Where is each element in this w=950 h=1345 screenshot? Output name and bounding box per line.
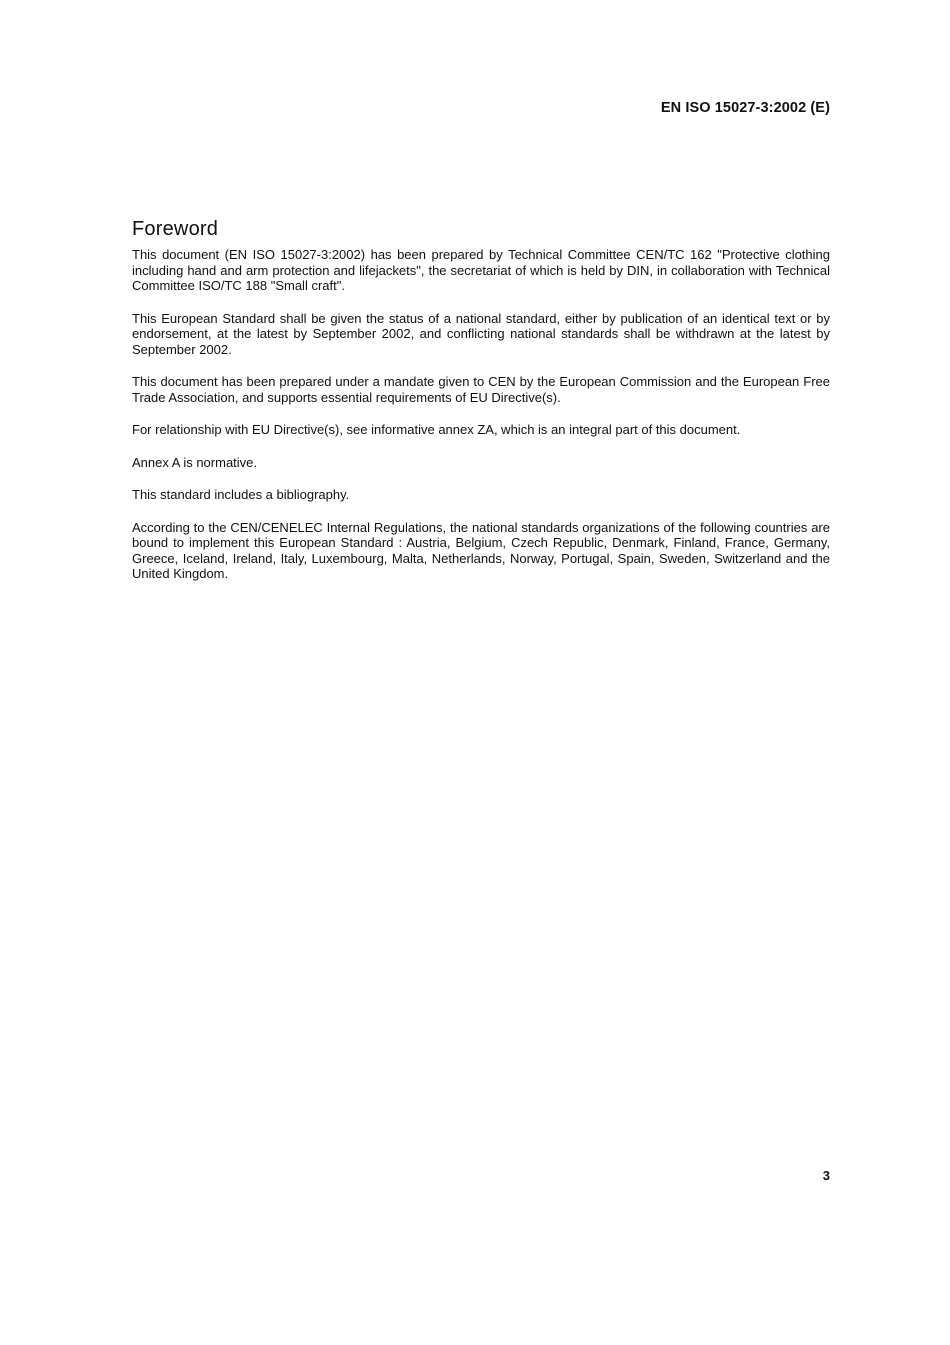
paragraph-countries: According to the CEN/CENELEC Internal Regulations, the national standards organizations of the following countries are bound to implement this European Standard : Austria, Belgium, Czech Republic, Denmark, Finland, France, Germany, Greece, Iceland, Ireland, Italy, Luxembourg, Malta, Netherlands, Norway, Portugal, Spain, Sweden, Switzerland and the United Kingdom. xyxy=(132,519,830,581)
page-number: 3 xyxy=(822,1168,830,1183)
paragraph-annex-a: Annex A is normative. xyxy=(132,454,258,470)
section-title: Foreword xyxy=(132,218,219,241)
paragraph-mandate: This document has been prepared under a mandate given to CEN by the European Commission and the European Free Trade Association, and supports essential requirements of EU Directive(s). xyxy=(132,374,830,405)
paragraph-bibliography: This standard includes a bibliography. xyxy=(132,487,350,502)
paragraph-national-status: This European Standard shall be given the status of a national standard, either by publication of an identical text or by endorsement, at the latest by September 2002, and conflicting national standards shall be withdrawn at the latest by September 2002. xyxy=(132,310,830,357)
foreword-body xyxy=(132,247,830,599)
document-identifier: EN ISO 15027-3:2002 (E) xyxy=(660,100,830,116)
paragraph-preparation: This document (EN ISO 15027-3:2002) has been prepared by Technical Committee CEN/TC 162 "Protective clothing including hand and arm protection and lifejackets", the secretariat of which is held by DIN, in collaboration with Technical Committee ISO/TC 188 "Small craft". xyxy=(132,247,830,293)
paragraph-directive-relationship: For relationship with EU Directive(s), see informative annex ZA, which is an integral part of this document. xyxy=(132,422,741,437)
